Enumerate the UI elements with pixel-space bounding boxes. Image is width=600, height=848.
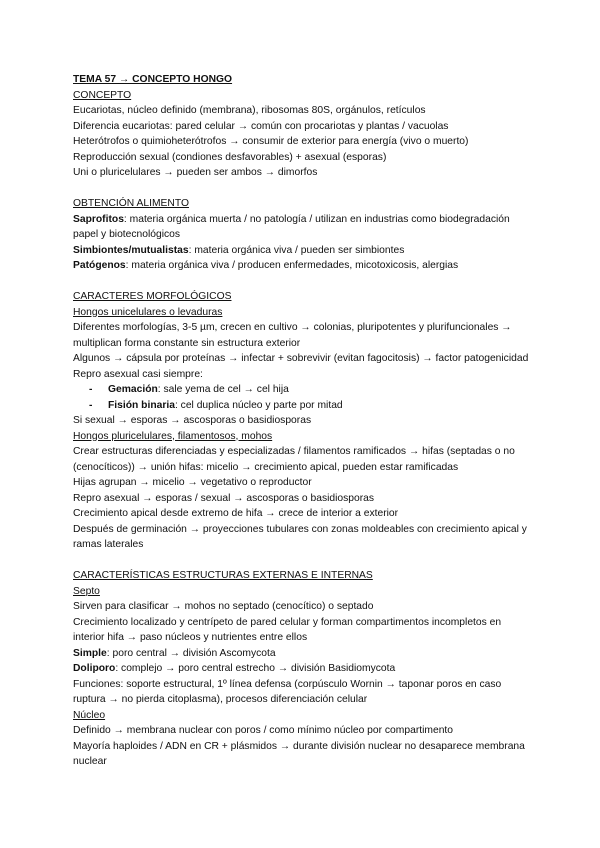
text-line: Crecimiento localizado y centrípeto de pared celular y forman compartimentos incompletos en [73, 616, 502, 628]
term-text: : cel duplica núcleo y parte por mitad [174, 399, 343, 411]
text-line: Repro asexual → esporas / sexual → ascosporas o basidiosporas [73, 492, 375, 504]
text-line: interior hifa → paso núcleos y nutrientes entre ellos [73, 632, 308, 643]
text-line: Definido → membrana nuclear con poros / como mínimo núcleo por compartimento [73, 725, 454, 736]
term-text: : sale yema de cel → cel hija [157, 384, 289, 395]
term-text: : materia orgánica muerta / no patología / utilizan en industrias como biodegradación [123, 213, 510, 225]
text-line: Diferentes morfologías, 3-5 µm, crecen en cultivo → colonias, pluripotentes y plurifuncionales → [73, 322, 512, 333]
subsection-heading-nucleo: Núcleo [73, 709, 106, 721]
bullet-item [73, 382, 533, 398]
text-line: Algunos → cápsula por proteínas → infectar + sobrevivir (evitan fagocitosis) → factor patogenicidad [73, 353, 529, 364]
text-line: Reproducción sexual (condiones desfavorables) + asexual (esporas) [73, 151, 387, 163]
document-title: TEMA 57 → CONCEPTO HONGO [73, 74, 233, 85]
text-line: ruptura → no pierda citoplasma), procesos diferenciación celular [73, 694, 368, 705]
text-line: Diferencia eucariotas: pared celular → común con procariotas y plantas / vacuolas [73, 120, 449, 132]
section-heading-estructuras: CARACTERÍSTICAS ESTRUCTURAS EXTERNAS E INTERNAS [73, 570, 373, 581]
section-heading-morfologicos: CARACTERES MORFOLÓGICOS [73, 291, 232, 302]
section-heading-obtencion: OBTENCIÓN ALIMENTO [73, 198, 189, 209]
text-line [73, 661, 533, 677]
spacer [73, 274, 533, 290]
text-line [73, 212, 533, 228]
term-text: : materia orgánica viva / pueden ser simbiontes [188, 244, 405, 256]
subsection-heading-unicelulares: Hongos unicelulares o levaduras [73, 306, 223, 318]
text-line: Crear estructuras diferenciadas y especializadas / filamentos ramificados → hifas (septadas o no [73, 446, 515, 457]
text-line: Mayoría haploides / ADN en CR + plásmidos → durante división nuclear no desaparece membrana [73, 740, 525, 752]
term-label: Gemación [108, 384, 158, 395]
bullet-dash: - [89, 399, 93, 411]
term-text: : poro central → división Ascomycota [106, 647, 276, 659]
text-line [73, 646, 533, 662]
term-text: : complejo → poro central estrecho → división Basidiomycota [115, 663, 396, 674]
text-line [73, 258, 533, 274]
term-label: Doliporo [73, 663, 116, 674]
text-line: ramas laterales [73, 539, 144, 550]
text-line: multiplican forma constante sin estructura exterior [73, 337, 301, 349]
text-line: Eucariotas, núcleo definido (membrana), ribosomas 80S, orgánulos, retículos [73, 105, 426, 116]
text-line: Heterótrofos o quimioheterótrofos → consumir de exterior para energía (vivo o muerto) [73, 136, 469, 147]
term-label: Simple [73, 647, 107, 659]
section-heading-concepto: CONCEPTO [73, 89, 132, 101]
text-line: Sirven para clasificar → mohos no septado (cenocítico) o septado [73, 601, 374, 612]
term-label: Simbiontes/mutualistas [73, 244, 189, 256]
subsection-heading-septo: Septo [73, 585, 100, 597]
text-line: Repro asexual casi siempre: [73, 368, 203, 380]
bullet-item [73, 398, 533, 414]
subsection-heading-pluricelulares: Hongos pluricelulares, filamentosos, mohos [73, 430, 273, 442]
text-line: Funciones: soporte estructural, 1º línea defensa (corpúsculo Wornin → taponar poros en caso [73, 678, 502, 690]
text-line [73, 243, 533, 259]
text-line: Uni o pluricelulares → pueden ser ambos → dimorfos [73, 167, 318, 178]
spacer [73, 553, 533, 569]
term-label: Patógenos [73, 260, 126, 271]
text-line: Crecimiento apical desde extremo de hifa → crece de interior a exterior [73, 508, 399, 519]
text-line: Hijas agrupan → micelio → vegetativo o reproductor [73, 477, 312, 488]
text-line: Después de germinación → proyecciones tubulares con zonas moldeables con crecimiento apical y [73, 523, 527, 535]
term-label: Fisión binaria [108, 399, 175, 411]
spacer [73, 181, 533, 197]
text-line: Si sexual → esporas → ascosporas o basidiosporas [73, 415, 312, 426]
term-text: : materia orgánica viva / producen enfermedades, micotoxicosis, alergias [125, 260, 459, 271]
text-line: nuclear [73, 756, 107, 767]
text-line: papel y biotecnológicos [73, 229, 181, 240]
term-label: Saprofitos [73, 213, 124, 225]
text-line: (cenocíticos)) → unión hifas: micelio → crecimiento apical, pueden estar ramificadas [73, 461, 459, 473]
bullet-dash: - [89, 384, 93, 395]
document-content [73, 72, 533, 770]
